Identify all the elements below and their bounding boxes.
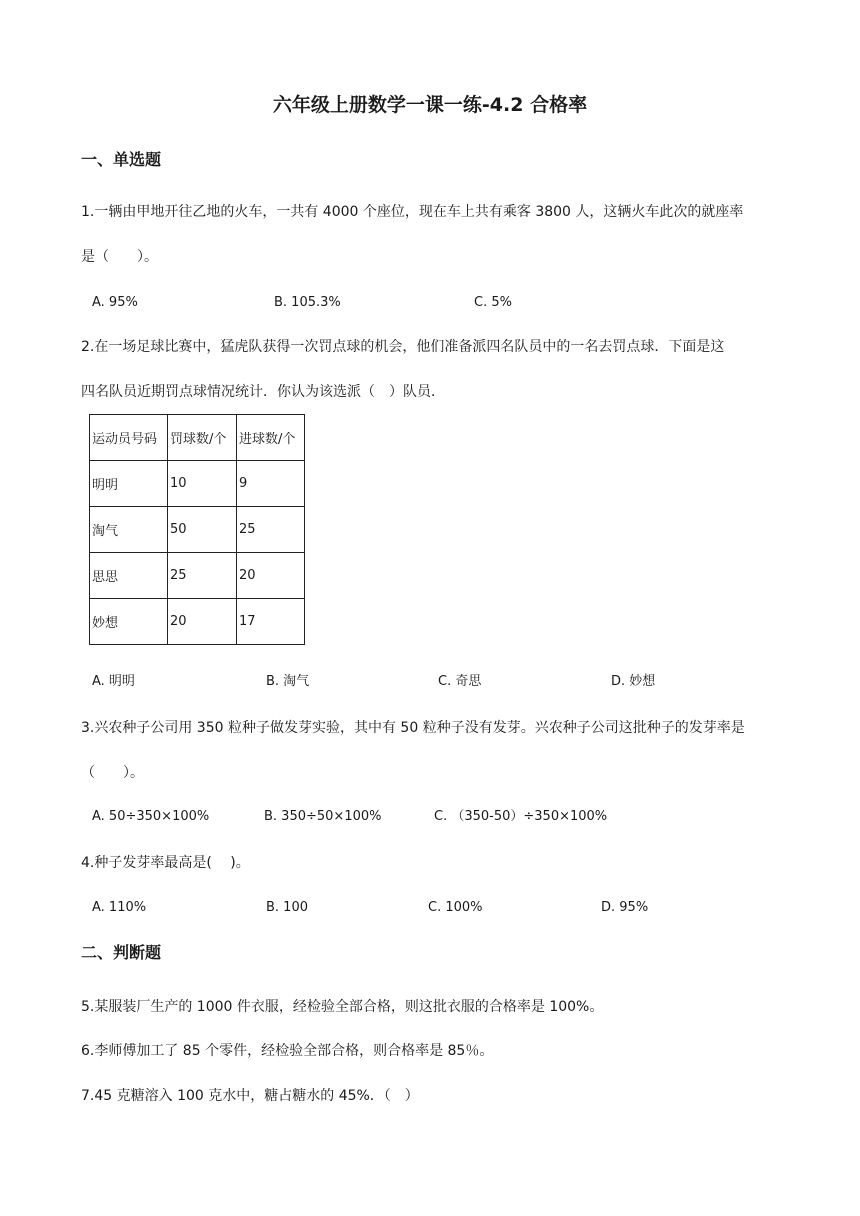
question-1-option-b: B. 105.3% [274,295,341,310]
question-2-text-line-2: 四名队员近期罚点球情况统计．你认为该选派（ ）队员． [81,384,445,400]
table-header-cell: 罚球数/个 [168,415,237,461]
question-7-text: 7.45 克糖溶入 100 克水中，糖占糖水的 45%．（ ） [81,1088,419,1104]
table-row [90,507,305,553]
question-2-option-c: C. 奇思 [438,674,482,689]
table-cell: 25 [237,507,305,553]
question-2-text-line-1: 2.在一场足球比赛中，猛虎队获得一次罚点球的机会，他们准备派四名队员中的一名去罚点球．下面是这 [81,339,725,355]
table-cell: 明明 [90,461,168,507]
section-heading-judgment: 二、判断题 [81,943,162,962]
question-5-text: 5.某服装厂生产的 1000 件衣服，经检验全部合格，则这批衣服的合格率是 100%。 [81,999,604,1015]
question-4-option-c: C. 100% [428,900,483,915]
question-1-text-line-1: 1.一辆由甲地开往乙地的火车，一共有 4000 个座位，现在车上共有乘客 3800 人，这辆火车此次的就座率 [81,204,744,220]
question-6-text: 6.李师傅加工了 85 个零件，经检验全部合格，则合格率是 85％。 [81,1043,494,1059]
question-3-option-a: A. 50÷350×100% [92,809,210,824]
table-header-cell: 进球数/个 [237,415,305,461]
table-cell: 17 [237,599,305,645]
table-cell: 妙想 [90,599,168,645]
penalty-stats-table [89,414,305,645]
table-cell: 10 [168,461,237,507]
question-4-option-d: D. 95% [601,900,649,915]
table-cell: 50 [168,507,237,553]
table-cell: 20 [237,553,305,599]
table-cell: 20 [168,599,237,645]
table-header-cell: 运动员号码 [90,415,168,461]
table-row [90,599,305,645]
question-4-option-a: A. 110% [92,900,147,915]
question-1-text-line-2: 是（ ）。 [81,249,158,265]
table-cell: 9 [237,461,305,507]
table-row [90,461,305,507]
question-3-option-c: C. （350-50）÷350×100% [434,809,608,824]
question-1-option-c: C. 5% [474,295,512,310]
table-cell: 思思 [90,553,168,599]
question-2-option-b: B. 淘气 [266,674,310,689]
question-4-option-b: B. 100 [266,900,308,915]
question-3-text-line-1: 3.兴农种子公司用 350 粒种子做发芽实验，其中有 50 粒种子没有发芽。兴农种子公司这批种子的发芽率是 [81,720,745,736]
table-row [90,553,305,599]
question-1-option-a: A. 95% [92,295,138,310]
question-3-option-b: B. 350÷50×100% [264,809,382,824]
question-3-text-line-2: （ ）。 [81,765,144,781]
page-title: 六年级上册数学一课一练-4.2 合格率 [272,94,588,116]
question-2-option-d: D. 妙想 [611,674,656,689]
table-cell: 25 [168,553,237,599]
question-4-text-line-1: 4.种子发芽率最高是( )。 [81,855,250,871]
table-header-row [90,415,305,461]
question-2-option-a: A. 明明 [92,674,135,689]
section-heading-single-choice: 一、单选题 [81,150,162,169]
table-cell: 淘气 [90,507,168,553]
